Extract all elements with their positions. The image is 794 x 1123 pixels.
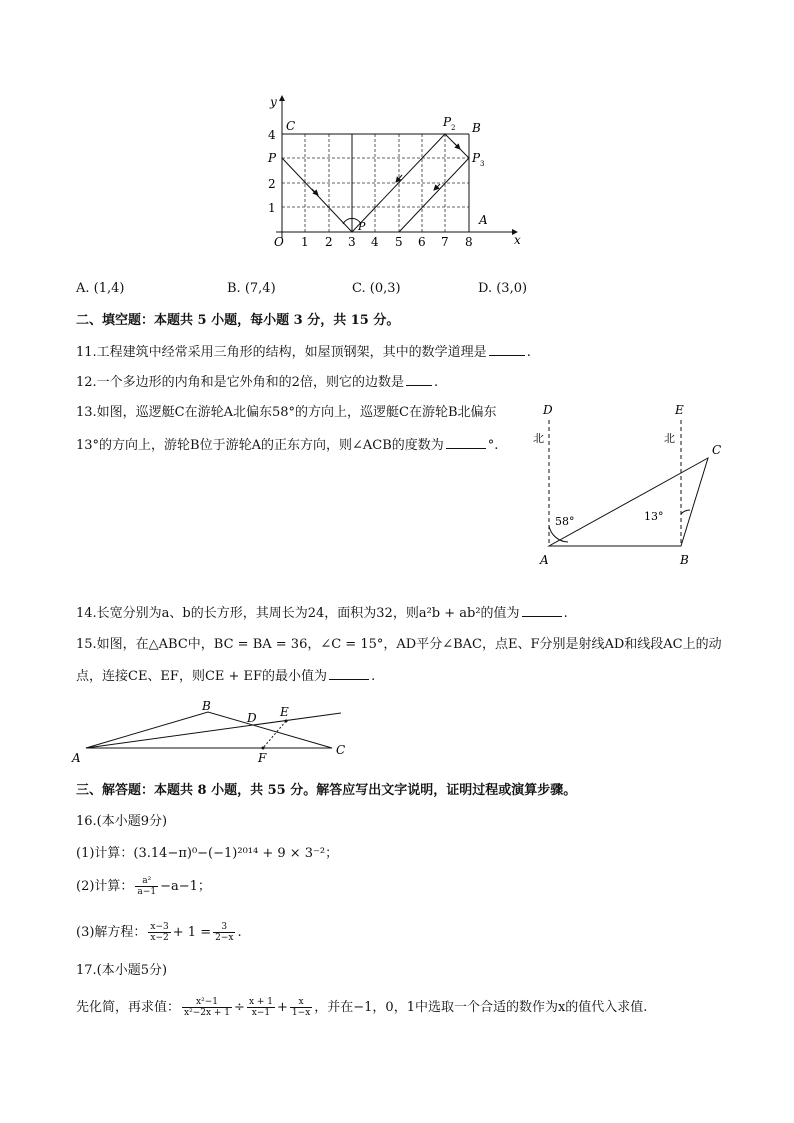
answer-blank-15[interactable] xyxy=(329,667,369,680)
svg-text:3: 3 xyxy=(348,235,356,249)
section-2-title: 二、填空题：本题共 5 小题，每小题 3 分，共 15 分。 xyxy=(76,313,400,328)
answer-blank-11[interactable] xyxy=(489,343,525,356)
question-15-line2: 点，连接CE、EF，则CE + EF的最小值为 . xyxy=(76,669,376,684)
option-b[interactable]: B. (7,4) xyxy=(227,281,276,296)
label-a: A xyxy=(72,751,81,765)
svg-text:P: P xyxy=(472,151,481,165)
label-d: D xyxy=(247,711,257,725)
question-13-line1: 13.如图，巡逻艇C在游轮A北偏东58°的方向上，巡逻艇C在游轮B北偏东 xyxy=(76,405,497,420)
question-16-part3: (3)解方程： $\frac{x-3}{x-2}$ + 1 = $\frac{3}{2-x}$ . xyxy=(76,922,242,943)
question-11: 11.工程建筑中经常采用三角形的结构，如屋顶钢架，其中的数学道理是 . xyxy=(76,345,531,360)
svg-text:4: 4 xyxy=(371,235,379,249)
question-14: 14.长宽分别为a、b的长方形，其周长为24，面积为32，则a²b + ab²的值为 . xyxy=(76,606,568,621)
question-15-line1: 15.如图，在△ABC中，BC = BA = 36，∠C = 15°，AD平分∠BAC，点E、F分别是射线AD和线段AC上的动 xyxy=(76,637,722,652)
triangle-figure xyxy=(66,696,356,766)
x-label: x xyxy=(514,233,521,247)
angle-arc-58 xyxy=(549,526,568,542)
question-16-title: 16.(本小题9分) xyxy=(76,814,168,829)
point-labels xyxy=(267,115,488,233)
svg-text:P: P xyxy=(358,220,366,233)
ray-ad xyxy=(86,713,341,748)
angle-arc-13 xyxy=(681,510,690,514)
label-f: F xyxy=(258,751,267,765)
label-e: E xyxy=(675,403,684,417)
label-c: C xyxy=(712,443,722,457)
answer-blank-14[interactable] xyxy=(522,604,562,617)
question-16-part2: (2)计算： $\frac{\text{a²}}{a-1}$ −a−1； xyxy=(76,876,211,897)
svg-text:1: 1 xyxy=(268,201,276,215)
grid-lines xyxy=(282,134,469,232)
svg-text:2: 2 xyxy=(268,177,276,191)
rectangle xyxy=(282,134,469,232)
y-tick-labels xyxy=(268,128,276,215)
y-label: y xyxy=(270,95,277,109)
angle-label-13: 13° xyxy=(644,510,664,523)
svg-text:2: 2 xyxy=(325,235,333,249)
label-a: A xyxy=(540,553,549,567)
triangle-acb xyxy=(549,458,708,546)
svg-text:C: C xyxy=(286,119,296,133)
x-tick-labels xyxy=(301,235,473,249)
svg-text:P: P xyxy=(268,151,277,165)
answer-blank-12[interactable] xyxy=(406,373,432,386)
angle-label-58: 58° xyxy=(555,515,575,528)
north-label-1: 北 xyxy=(533,432,544,445)
svg-text:2: 2 xyxy=(451,124,456,132)
question-17-body: 先化简，再求值： $\frac{\text{x²−1}}{\text{x²−2x + 1}}$ ÷ $\frac{x + 1}{x-1}$ + $\frac{x}{1-x}$ ，并在−1，0，1中选取一个合适的数作为x的值代入求值. xyxy=(76,997,648,1018)
svg-text:6: 6 xyxy=(418,235,426,249)
segment-ef xyxy=(263,721,286,748)
grid-figure xyxy=(262,92,532,262)
svg-text:5: 5 xyxy=(395,235,403,249)
svg-text:A: A xyxy=(479,213,488,227)
ship-figure xyxy=(532,398,732,570)
label-b: B xyxy=(202,699,211,713)
svg-text:B: B xyxy=(472,121,481,135)
option-d[interactable]: D. (3,0) xyxy=(478,281,528,296)
north-label-2: 北 xyxy=(664,432,675,445)
origin-label: O xyxy=(274,235,284,249)
svg-text:4: 4 xyxy=(268,128,276,142)
answer-blank-13[interactable] xyxy=(446,436,486,449)
label-e: E xyxy=(280,705,289,719)
option-a[interactable]: A. (1,4) xyxy=(76,281,125,296)
svg-text:3: 3 xyxy=(480,160,485,168)
svg-text:1: 1 xyxy=(301,235,309,249)
question-13-line2: 13°的方向上，游轮B位于游轮A的正东方向，则∠ACB的度数为 °. xyxy=(76,438,499,453)
question-16-part1: (1)计算：(3.14−π)⁰−(−1)²⁰¹⁴ + 9 × 3⁻²； xyxy=(76,846,339,861)
label-c: C xyxy=(336,743,346,757)
reflection-path xyxy=(282,134,469,232)
svg-text:7: 7 xyxy=(441,235,449,249)
question-17-title: 17.(本小题5分) xyxy=(76,963,168,978)
label-b: B xyxy=(680,553,689,567)
svg-text:8: 8 xyxy=(465,235,473,249)
label-d: D xyxy=(543,403,553,417)
section-3-title: 三、解答题：本题共 8 小题，共 55 分。解答应写出文字说明，证明过程或演算步骤。 xyxy=(76,783,577,798)
svg-text:P: P xyxy=(443,115,452,129)
question-12: 12.一个多边形的内角和是它外角和的2倍，则它的边数是 . xyxy=(76,375,439,390)
option-c[interactable]: C. (0,3) xyxy=(352,281,401,296)
